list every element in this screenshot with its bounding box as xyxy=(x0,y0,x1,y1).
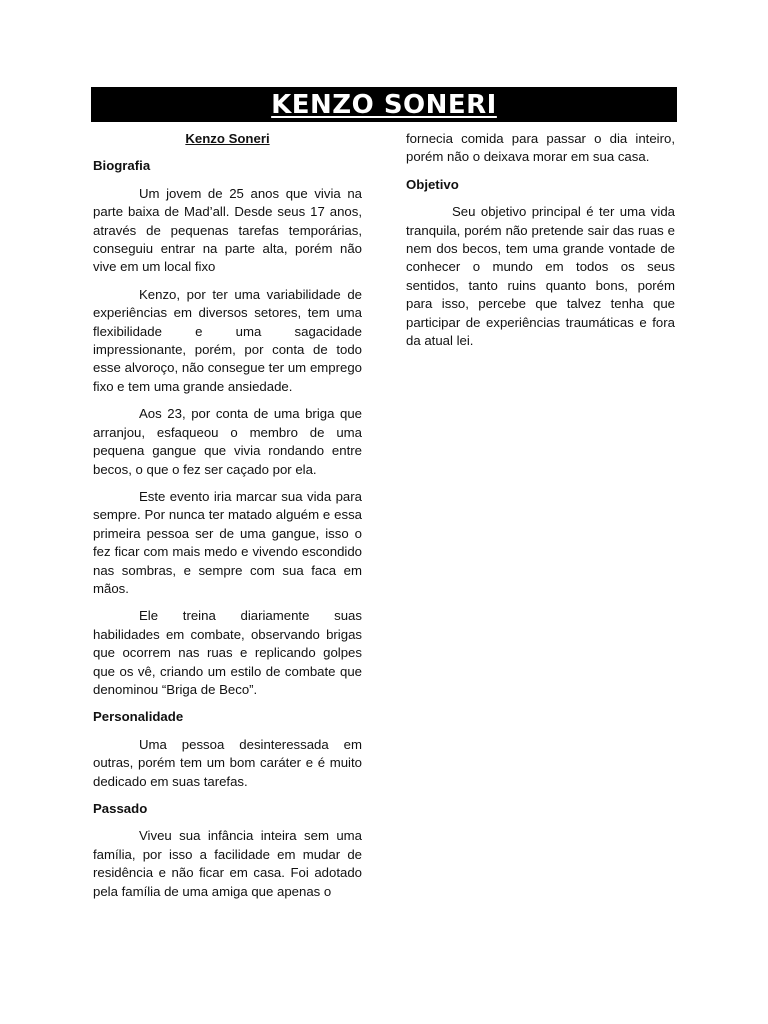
page-title: KENZO SONERI xyxy=(271,89,497,120)
heading-personalidade: Personalidade xyxy=(93,709,184,725)
passado-paragraph-continued: fornecia comida para passar o dia inteiro, porém não o deixava morar em sua casa. xyxy=(406,131,675,165)
biografia-paragraph-2: Kenzo, por ter uma variabilidade de experiências em diversos setores, tem uma flexibilidade e uma sagacidade impressionante, porém, por conta de todo esse alvoroço, não consegue ter um emprego fixo e tem uma grande ansiedade. xyxy=(93,286,362,394)
biografia-paragraph-5: Ele treina diariamente suas habilidades em combate, observando brigas que ocorrem nas ruas e replicando golpes que os vê, criando um estilo de combate que denominou “Briga de Beco”. xyxy=(93,608,362,697)
biografia-paragraph-1: Um jovem de 25 anos que vivia na parte baixa de Mad’all. Desde seus 17 anos, através de pequenas tarefas temporárias, conseguiu entrar na parte alta, porém não vive em um local fixo xyxy=(93,185,362,275)
heading-biografia: Biografia xyxy=(93,158,151,174)
heading-passado: Passado xyxy=(93,801,148,816)
personalidade-paragraph-1: Uma pessoa desinteressada em outras, porém tem um bom caráter e é muito dedicado em suas tarefas. xyxy=(93,736,362,789)
objetivo-paragraph-1: Seu objetivo principal é ter uma vida tranquila, porém não pretende sair das ruas e nem dos becos, tem uma grande vontade de conhecer o mundo em todos os seus sentidos, tanto ruins quanto bons, porém para isso, percebe que talvez tenha que participar de experiências traumáticas e fora da atual lei. xyxy=(406,204,675,349)
passado-paragraph-1: Viveu sua infância inteira sem uma família, por isso a facilidade em mudar de residência e não ficar em casa. Foi adotado pela família de uma amiga que apenas o xyxy=(93,828,362,899)
biografia-paragraph-4: Este evento iria marcar sua vida para sempre. Por nunca ter matado alguém e essa primeira pessoa ser de uma gangue, isso o fez ficar com mais medo e vivendo escondido nas sombras, e sempre com sua faca em mãos. xyxy=(93,488,362,596)
character-name-subtitle: Kenzo Soneri xyxy=(185,131,270,146)
heading-objetivo: Objetivo xyxy=(406,176,459,192)
biografia-paragraph-3: Aos 23, por conta de uma briga que arranjou, esfaqueou o membro de uma pequena gangue que vivia rondando entre becos, o que o fez ser caçado por ela. xyxy=(93,406,362,477)
right-column xyxy=(406,130,675,359)
title-banner xyxy=(91,87,677,122)
left-column xyxy=(93,130,362,910)
